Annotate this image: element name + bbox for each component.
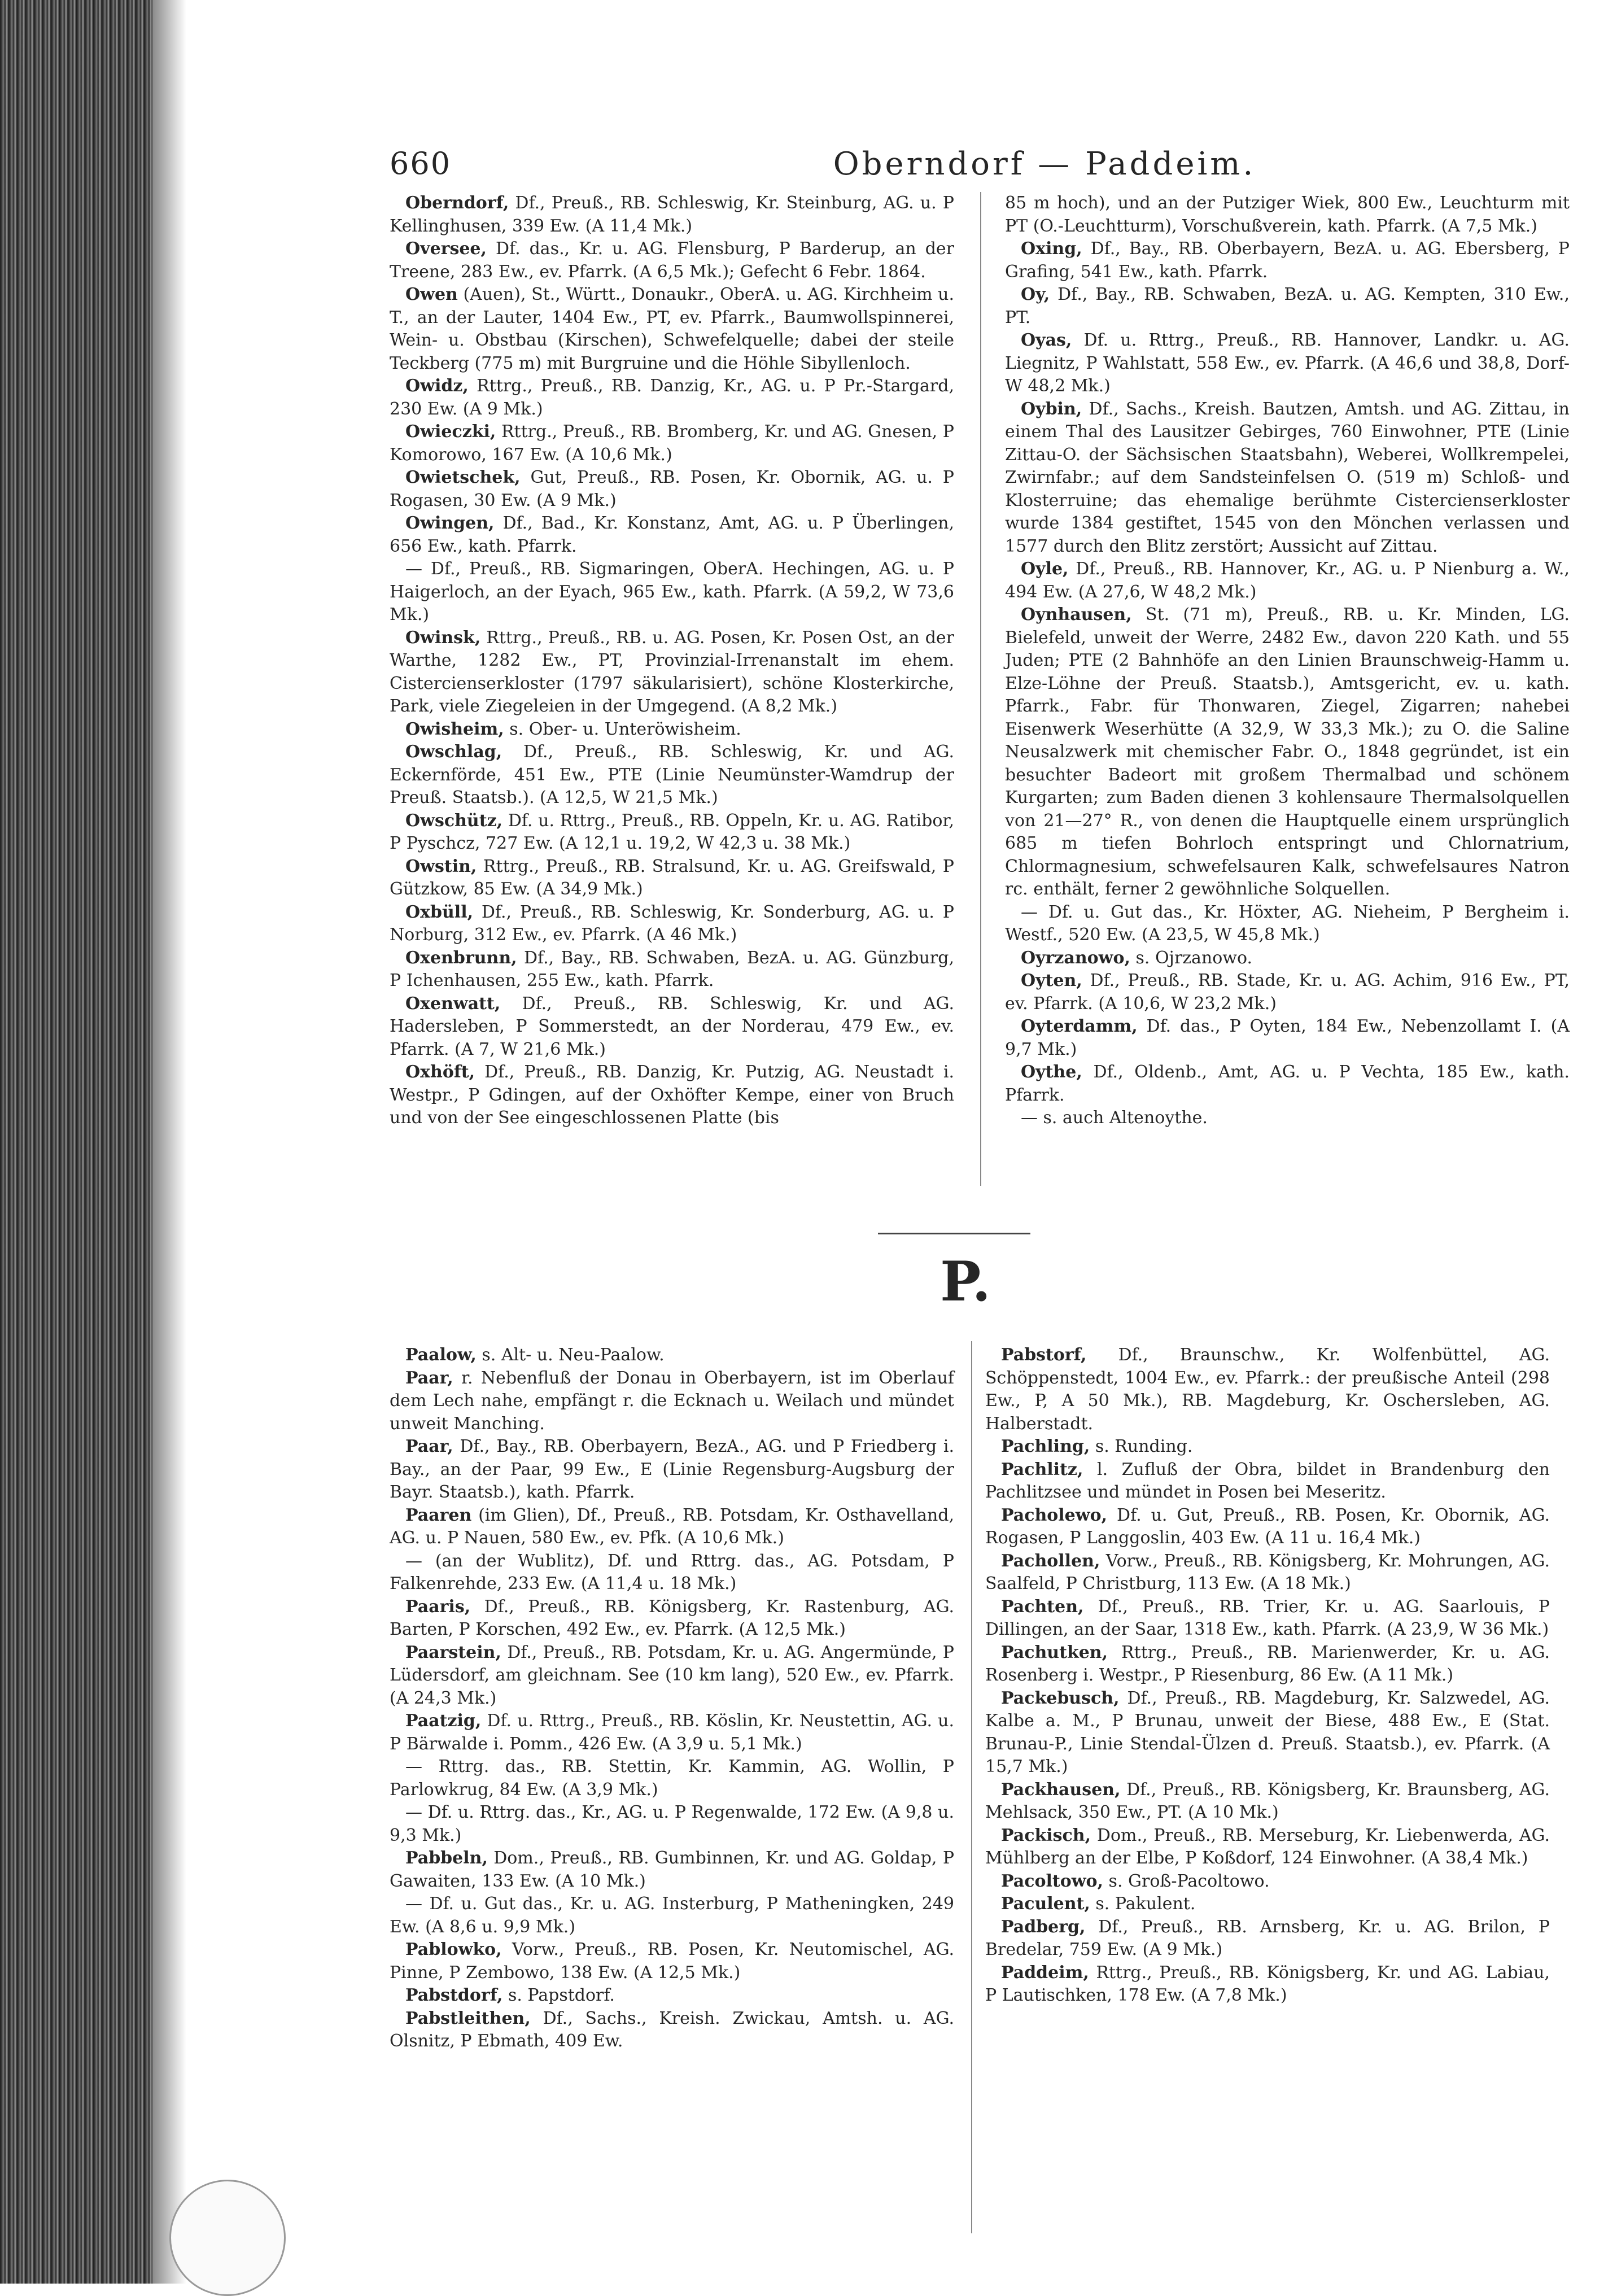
entry-headword: Pacholewo, (1001, 1505, 1108, 1525)
entry-headword: Pabstleithen, (405, 2008, 531, 2028)
entry-text: Df. das., Kr. u. AG. Flensburg, P Barderup, an der Treene, 283 Ew., ev. Pfarrk. (A 6,5 Mk.); Gefecht 6 Febr. 1864. (390, 239, 954, 282)
dictionary-entry (1005, 283, 1570, 329)
entry-text: Df., Bay., RB. Oberbayern, BezA. u. AG. Ebersberg, P Grafing, 541 Ew., kath. Pfarrk. (1005, 239, 1570, 282)
entry-text: Df., Preuß., RB. Schleswig, Kr. und AG. Eckernförde, 451 Ew., PTE (Linie Neumünster-Wamdrup der Preuß. Staatsb.). (A 12,5, W 21,5 Mk.) (390, 742, 954, 807)
entry-headword: Paaren (405, 1505, 472, 1525)
column-top-left (390, 192, 954, 1130)
dictionary-entry (1005, 1061, 1570, 1107)
entry-headword: Pabbeln, (405, 1848, 488, 1868)
entry-text: Df., Preuß., RB. Potsdam, Kr. u. AG. Angermünde, P Lüdersdorf, am gleichnam. See (10 km lang), 520 Ew., ev. Pfarrk. (A 24,3 Mk.) (390, 1642, 954, 1708)
dictionary-entry (985, 1779, 1550, 1824)
dictionary-entry (985, 1504, 1550, 1550)
dictionary-entry (1005, 192, 1570, 238)
entry-headword: Packhausen, (1001, 1779, 1121, 1800)
entry-text: Df., Preuß., RB. Magdeburg, Kr. Salzwedel, AG. Kalbe a. M., P Brunau, unweit der Biese, 488 Ew., E (Stat. Brunau-P., Linie Stendal-Ülzen d. Preuß. Staatsb.), ev. Pfarrk. (A 15,7 Mk.) (985, 1688, 1550, 1776)
entry-text: Df., Preuß., RB. Schleswig, Kr. Sonderburg, AG. u. P Norburg, 312 Ew., ev. Pfarrk. (A 46 Mk.) (390, 902, 954, 945)
entry-text: Df., Preuß., RB. Trier, Kr. u. AG. Saarlouis, P Dillingen, an der Saar, 1318 Ew., kath. Pfarrk. (A 23,9, W 36 Mk.) (985, 1596, 1550, 1639)
entry-headword: Pabstdorf, (405, 1985, 503, 2005)
entry-text: s. Alt- u. Neu-Paalow. (476, 1345, 665, 1365)
dictionary-entry (985, 1893, 1550, 1916)
entry-text: Df., Preuß., RB. Schleswig, Kr. Steinburg, AG. u. P Kellinghusen, 339 Ew. (A 11,4 Mk.) (390, 193, 954, 236)
dictionary-entry (390, 741, 954, 810)
dictionary-entry (390, 1939, 954, 1984)
entry-text: 85 m hoch), und an der Putziger Wiek, 800 Ew., Leuchturm mit PT (O.-Leuchtturm), Vorschußverein, kath. Pfarrk. (A 7,5 Mk.) (1005, 193, 1570, 236)
entry-headword: Oyas, (1021, 330, 1072, 350)
entry-text: Vorw., Preuß., RB. Posen, Kr. Neutomischel, AG. Pinne, P Zembowo, 138 Ew. (A 12,5 Mk.) (390, 1940, 954, 1983)
dictionary-entry (390, 1893, 954, 1939)
section-divider (878, 1233, 1030, 1234)
entry-text: — Df. u. Gut das., Kr. Höxter, AG. Nieheim, P Bergheim i. Westf., 520 Ew. (A 23,5, W 45,8 Mk.) (1005, 902, 1570, 945)
dictionary-entry (1005, 970, 1570, 1015)
entry-headword: Paddeim, (1001, 1962, 1089, 1983)
dictionary-entry (390, 1756, 954, 1801)
entry-text: s. Papstdorf. (502, 1985, 615, 2005)
dictionary-entry (390, 1061, 954, 1130)
entry-text: Df., Preuß., RB. Stade, Kr. u. AG. Achim, 916 Ew., PT, ev. Pfarrk. (A 10,6, W 23,2 Mk.) (1005, 971, 1570, 1014)
dictionary-entry (1005, 398, 1570, 558)
dictionary-entry (390, 1596, 954, 1642)
entry-text: Dom., Preuß., RB. Gumbinnen, Kr. und AG. Goldap, P Gawaiten, 133 Ew. (A 10 Mk.) (390, 1848, 954, 1891)
entry-headword: Paatzig, (405, 1711, 482, 1731)
dictionary-entry (390, 1642, 954, 1710)
dictionary-entry (390, 238, 954, 283)
dictionary-entry (390, 192, 954, 238)
entry-headword: Oy, (1021, 285, 1050, 304)
entry-text: r. Nebenfluß der Donau in Oberbayern, ist im Oberlauf dem Lech nahe, empfängt r. die Ecknach u. Weilach und mündet unweit Manching. (390, 1368, 954, 1434)
dictionary-entry (985, 1550, 1550, 1596)
dictionary-entry (1005, 947, 1570, 970)
page-punch-hole (169, 2180, 286, 2296)
entry-headword: Oxenbrunn, (405, 948, 517, 968)
entry-text: — (an der Wublitz), Df. und Rttrg. das., AG. Potsdam, P Falkenrehde, 233 Ew. (A 11,4 u. 18 Mk.) (390, 1551, 954, 1594)
entry-headword: Paarstein, (405, 1642, 501, 1662)
entry-headword: Oxing, (1021, 239, 1082, 259)
entry-headword: Pablowko, (405, 1940, 502, 1959)
entry-text: Vorw., Preuß., RB. Königsberg, Kr. Mohrungen, AG. Saalfeld, P Christburg, 113 Ew. (A 18 Mk.) (985, 1551, 1550, 1594)
entry-headword: Pacoltowo, (1001, 1871, 1104, 1891)
entry-headword: Paar, (405, 1368, 453, 1388)
entry-text: s. Ober- u. Unteröwisheim. (504, 719, 741, 739)
dictionary-entry (390, 2007, 954, 2053)
dictionary-entry (390, 810, 954, 855)
entry-text: Df., Preuß., RB. Arnsberg, Kr. u. AG. Brilon, P Bredelar, 759 Ew. (A 9 Mk.) (985, 1917, 1550, 1959)
dictionary-entry (1005, 604, 1570, 901)
dictionary-entry (390, 1984, 954, 2007)
entry-text: — Df. u. Rttrg. das., Kr., AG. u. P Regenwalde, 172 Ew. (A 9,8 u. 9,3 Mk.) (390, 1802, 954, 1845)
dictionary-entry (390, 1344, 954, 1367)
entry-headword: Owstin, (405, 856, 477, 876)
entry-headword: Pachollen, (1001, 1551, 1100, 1571)
column-bottom-left (390, 1344, 954, 2053)
entry-text: Rttrg., Preuß., RB. Königsberg, Kr. und AG. Labiau, P Lautischken, 178 Ew. (A 7,8 Mk.) (985, 1962, 1550, 2005)
entry-text: Rttrg., Preuß., RB. Marienwerder, Kr. u. AG. Rosenberg i. Westpr., P Riesenburg, 86 Ew. (A 11 Mk.) (985, 1642, 1550, 1685)
entry-text: Rttrg., Preuß., RB. Bromberg, Kr. und AG. Gnesen, P Komorowo, 167 Ew. (A 10,6 Mk.) (390, 422, 954, 465)
dictionary-entry (1005, 1015, 1570, 1061)
dictionary-entry (390, 1367, 954, 1436)
dictionary-entry (985, 1435, 1550, 1459)
dictionary-entry (985, 1824, 1550, 1870)
dictionary-entry (390, 375, 954, 421)
entry-headword: Packebusch, (1001, 1688, 1120, 1708)
dictionary-entry (985, 1687, 1550, 1779)
entry-headword: Pachling, (1001, 1437, 1090, 1456)
dictionary-entry (985, 1962, 1550, 2007)
entry-headword: Paculent, (1001, 1894, 1090, 1914)
dictionary-entry (985, 1642, 1550, 1687)
entry-headword: Owschütz, (405, 810, 503, 831)
entry-headword: Oyterdamm, (1021, 1016, 1138, 1036)
entry-text: Df. u. Rttrg., Preuß., RB. Oppeln, Kr. u. AG. Ratibor, P Pyschcz, 727 Ew. (A 12,1 u. 19,2, W 42,3 u. 38 Mk.) (390, 810, 954, 853)
entry-text: s. Groß-Pacoltowo. (1103, 1871, 1270, 1891)
dictionary-entry (390, 1847, 954, 1893)
entry-text: Df., Preuß., RB. Hannover, Kr., AG. u. P Nienburg a. W., 494 Ew. (A 27,6, W 48,2 Mk.) (1005, 559, 1570, 602)
dictionary-entry (390, 627, 954, 718)
entry-text: — s. auch Altenoythe. (1021, 1108, 1208, 1128)
column-top-right (1005, 192, 1570, 1130)
entry-text: Df., Bay., RB. Schwaben, BezA. u. AG. Kempten, 310 Ew., PT. (1005, 285, 1570, 328)
entry-text: (im Glien), Df., Preuß., RB. Potsdam, Kr. Osthavelland, AG. u. P Nauen, 580 Ew., ev. Pfk. (A 10,6 Mk.) (390, 1505, 954, 1548)
entry-text: Rttrg., Preuß., RB. Stralsund, Kr. u. AG. Greifswald, P Gützkow, 85 Ew. (A 34,9 Mk.) (390, 856, 954, 899)
entry-headword: Oversee, (405, 239, 487, 259)
entry-text: Df., Preuß., RB. Königsberg, Kr. Rastenburg, AG. Barten, P Korschen, 492 Ew., ev. Pfarrk. (A 12,5 Mk.) (390, 1596, 954, 1639)
dictionary-entry (390, 855, 954, 901)
entry-text: s. Runding. (1090, 1437, 1193, 1456)
entry-headword: Paalow, (405, 1345, 477, 1365)
dictionary-entry (1005, 1107, 1570, 1130)
entry-text: Rttrg., Preuß., RB. Danzig, Kr., AG. u. P Pr.-Stargard, 230 Ew. (A 9 Mk.) (390, 376, 954, 419)
entry-text: s. Ojrzanowo. (1130, 948, 1253, 968)
entry-headword: Oxenwatt, (405, 993, 501, 1014)
dictionary-entry (985, 1870, 1550, 1893)
entry-text: — Rttrg. das., RB. Stettin, Kr. Kammin, AG. Wollin, P Parlowkrug, 84 Ew. (A 3,9 Mk.) (390, 1757, 954, 1800)
entry-text: Df. u. Rttrg., Preuß., RB. Köslin, Kr. Neustettin, AG. u. P Bärwalde i. Pomm., 426 Ew. (A 3,9 u. 5,1 Mk.) (390, 1711, 954, 1754)
entry-headword: Owietschek, (405, 468, 521, 487)
spine-shadow (152, 0, 186, 2284)
dictionary-entry (1005, 238, 1570, 283)
entry-headword: Oyle, (1021, 559, 1069, 579)
entry-text: Gut, Preuß., RB. Posen, Kr. Obornik, AG. u. P Rogasen, 30 Ew. (A 9 Mk.) (390, 468, 954, 510)
entry-text: Dom., Preuß., RB. Merseburg, Kr. Liebenwerda, AG. Mühlberg an der Elbe, P Koßdorf, 124 Einwohner. (A 38,4 Mk.) (985, 1825, 1550, 1868)
book-spine-edge (0, 0, 152, 2284)
entry-text: Df., Preuß., RB. Königsberg, Kr. Braunsberg, AG. Mehlsack, 350 Ew., PT. (A 10 Mk.) (985, 1779, 1550, 1822)
entry-text: Df. das., P Oyten, 184 Ew., Nebenzollamt I. (A 9,7 Mk.) (1005, 1016, 1570, 1059)
dictionary-entry (390, 718, 954, 741)
entry-headword: Oythe, (1021, 1062, 1082, 1082)
entry-headword: Oberndorf, (405, 193, 509, 213)
entry-text: Df., Sachs., Kreish. Zwickau, Amtsh. u. AG. Olsnitz, P Ebmath, 409 Ew. (390, 2008, 954, 2051)
entry-text: Df., Braunschw., Kr. Wolfenbüttel, AG. Schöppenstedt, 1004 Ew., ev. Pfarrk.: der preußische Anteil (298 Ew., P, A 50 Mk.), RB. Magdeburg, Kr. Oschersleben, AG. Halberstadt. (985, 1345, 1550, 1434)
dictionary-entry (390, 947, 954, 993)
entry-headword: Oyrzanowo, (1021, 948, 1130, 968)
dictionary-entry (390, 1504, 954, 1550)
entry-headword: Owingen, (405, 513, 495, 533)
entry-text: Df., Sachs., Kreish. Bautzen, Amtsh. und AG. Zittau, in einem Thal des Lausitzer Gebirges, 760 Einwohner, PTE (Linie Zittau-O. der Sächsischen Staatsbahn), Weberei, Wollkrempelei, Zwirnfabr.; auf dem Sandsteinfelsen O. (519 m) Schloß- und Klosterruine; das ehemalige berühmte Cistercienserkloster wurde 1384 gestiftet, 1545 von den Mönchen verlassen und 1577 durch den Blitz zerstört; Aussicht auf Zittau. (1005, 399, 1570, 556)
entry-headword: Packisch, (1001, 1825, 1091, 1845)
entry-text: s. Pakulent. (1090, 1894, 1196, 1914)
dictionary-entry (985, 1596, 1550, 1642)
dictionary-entry (390, 466, 954, 512)
entry-text: Df., Preuß., RB. Danzig, Kr. Putzig, AG. Neustadt i. Westpr., P Gdingen, auf der Oxhöfter Kempe, einer von Bruch und von der See eingeschlossenen Platte (bis (390, 1062, 954, 1128)
page-number: 660 (390, 146, 452, 181)
dictionary-entry (390, 283, 954, 375)
entry-text: Df., Preuß., RB. Schleswig, Kr. und AG. Hadersleben, P Sommerstedt, an der Norderau, 479 Ew., ev. Pfarrk. (A 7, W 21,6 Mk.) (390, 993, 954, 1059)
entry-text: Df., Bad., Kr. Konstanz, Amt, AG. u. P Überlingen, 656 Ew., kath. Pfarrk. (390, 513, 954, 556)
page-header (390, 141, 1536, 192)
entry-headword: Oynhausen, (1021, 605, 1132, 625)
entry-text: Df. u. Gut, Preuß., RB. Posen, Kr. Obornik, AG. Rogasen, P Langgoslin, 403 Ew. (A 11 u. 16,4 Mk.) (985, 1505, 1550, 1548)
entry-headword: Oybin, (1021, 399, 1082, 419)
dictionary-entry (985, 1344, 1550, 1435)
entry-headword: Pachlitz, (1001, 1459, 1083, 1479)
dictionary-entry (390, 1801, 954, 1847)
entry-headword: Paaris, (405, 1596, 471, 1617)
entry-headword: Padberg, (1001, 1917, 1086, 1937)
column-divider-top (980, 192, 981, 1186)
dictionary-entry (1005, 329, 1570, 398)
entry-text: l. Zufluß der Obra, bildet in Brandenburg den Pachlitzsee und mündet in Posen bei Meseritz. (985, 1459, 1550, 1502)
entry-text: Df., Oldenb., Amt, AG. u. P Vechta, 185 Ew., kath. Pfarrk. (1005, 1062, 1570, 1105)
dictionary-entry (390, 1710, 954, 1756)
entry-text: (Auen), St., Württ., Donaukr., OberA. u. AG. Kirchheim u. T., an der Lauter, 1404 Ew., PT, ev. Pfarrk., Baumwollspinnerei, Wein- u. Obstbau (Kirschen), Schwefelquelle; dabei der steile Teckberg (775 m) mit Burgruine und die Höhle Sibyllenloch. (390, 285, 954, 373)
entry-headword: Pabstorf, (1001, 1345, 1087, 1365)
section-letter: P. (940, 1250, 991, 1313)
entry-text: — Df., Preuß., RB. Sigmaringen, OberA. Hechingen, AG. u. P Haigerloch, an der Eyach, 965 Ew., kath. Pfarrk. (A 59,2, W 73,6 Mk.) (390, 559, 954, 625)
dictionary-entry (390, 512, 954, 558)
running-head: Oberndorf — Paddeim. (833, 146, 1256, 182)
dictionary-entry (985, 1916, 1550, 1962)
dictionary-entry (390, 1435, 954, 1504)
entry-headword: Oxhöft, (405, 1062, 475, 1082)
dictionary-entry (390, 421, 954, 466)
column-divider-bottom (971, 1341, 972, 2233)
entry-headword: Owieczki, (405, 422, 496, 442)
entry-headword: Oyten, (1021, 971, 1082, 990)
dictionary-entry (390, 1550, 954, 1596)
entry-text: Df. u. Rttrg., Preuß., RB. Hannover, Landkr. u. AG. Liegnitz, P Wahlstatt, 558 Ew., ev. Pfarrk. (A 46,6 und 38,8, Dorf-W 48,2 Mk.) (1005, 330, 1570, 396)
column-bottom-right (985, 1344, 1550, 2007)
entry-text: Df., Bay., RB. Oberbayern, BezA., AG. und P Friedberg i. Bay., an der Paar, 99 Ew., E (Linie Regensburg-Augsburg der Bayr. Staatsb.), kath. Pfarrk. (390, 1437, 954, 1502)
dictionary-entry (985, 1459, 1550, 1504)
entry-headword: Pachten, (1001, 1596, 1084, 1617)
entry-text: Rttrg., Preuß., RB. u. AG. Posen, Kr. Posen Ost, an der Warthe, 1282 Ew., PT, Provinzial-Irrenanstalt im ehem. Cistercienserkloster (1797 säkularisiert), schöne Klosterkirche, Park, viele Ziegeleien in der Umgegend. (A 8,2 Mk.) (390, 627, 954, 716)
dictionary-entry (390, 901, 954, 947)
entry-text: — Df. u. Gut das., Kr. u. AG. Insterburg, P Matheningken, 249 Ew. (A 8,6 u. 9,9 Mk.) (390, 1894, 954, 1937)
dictionary-entry (390, 558, 954, 627)
entry-headword: Owisheim, (405, 719, 504, 739)
entry-text: Df., Bay., RB. Schwaben, BezA. u. AG. Günzburg, P Ichenhausen, 255 Ew., kath. Pfarrk. (390, 948, 954, 990)
entry-headword: Oxbüll, (405, 902, 474, 922)
entry-headword: Owschlag, (405, 742, 502, 762)
entry-headword: Pachutken, (1001, 1642, 1108, 1662)
dictionary-entry (1005, 901, 1570, 947)
entry-headword: Owidz, (405, 376, 469, 396)
dictionary-entry (1005, 558, 1570, 604)
entry-headword: Owen (405, 285, 458, 304)
entry-text: St. (71 m), Preuß., RB. u. Kr. Minden, LG. Bielefeld, unweit der Werre, 2482 Ew., davon 220 Kath. und 55 Juden; PTE (2 Bahnhöfe an den Linien Braunschweig-Hamm u. Elze-Löhne der Preuß. Staatsb.), Amtsgericht, ev. u. kath. Pfarrk., Fabr. für Thonwaren, Ziegel, Zigarren; nahebei Eisenwerk Weserhütte (A 32,9, W 33,3 Mk.); zu O. die Saline Neusalzwerk mit chemischer Fabr. O., 1848 gegründet, ist ein besuchter Badeort mit großem Thermalbad und schönem Kurgarten; zum Baden dienen 3 kohlensaure Thermalsolquellen von 21—27° R., von denen die Hauptquelle einem ursprünglich 685 m tiefen Bohrloch entspringt und Chlornatrium, Chlormagnesium, schwefelsauren Kalk, schwefelsaures Natron rc. enthält, ferner 2 gewöhnliche Solquellen. (1005, 605, 1570, 899)
entry-headword: Owinsk, (405, 627, 481, 648)
dictionary-entry (390, 993, 954, 1062)
entry-headword: Paar, (405, 1437, 453, 1456)
